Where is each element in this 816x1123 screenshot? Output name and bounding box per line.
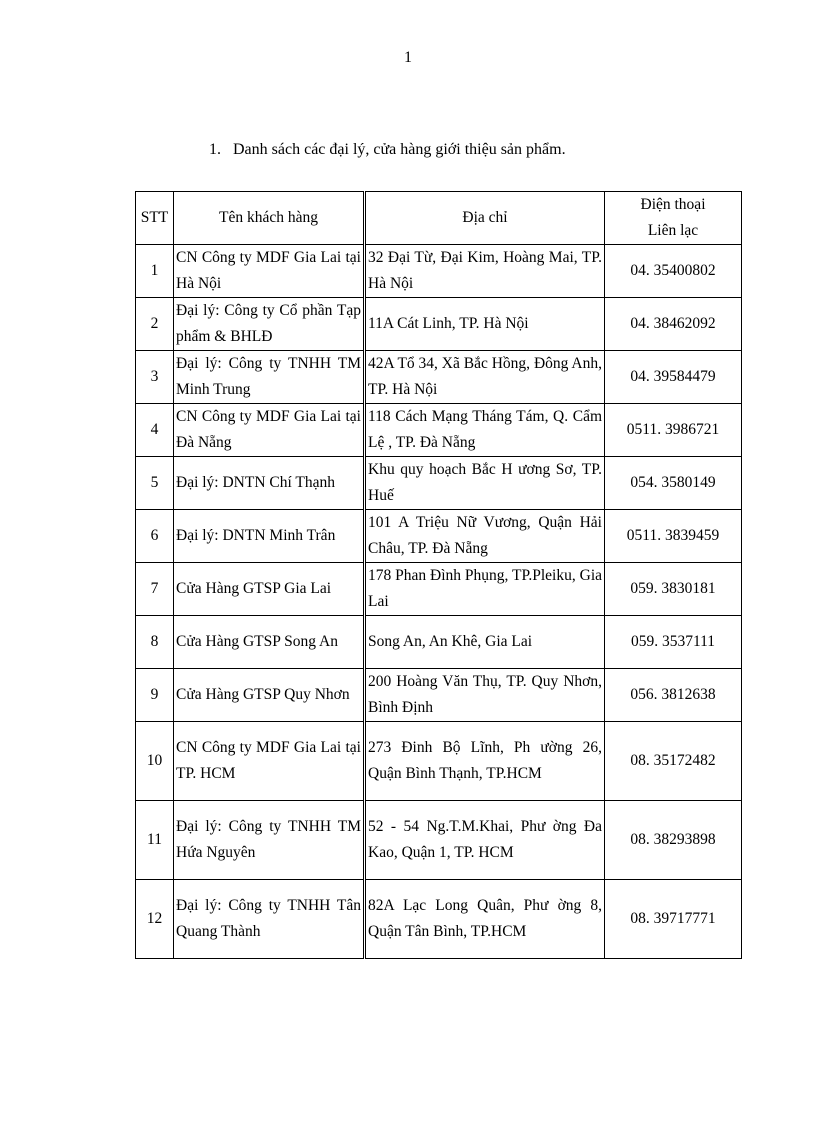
row-phone: 0511. 3839459 — [605, 510, 742, 563]
row-customer-name: CN Công ty MDF Gia Lai tại TP. HCM — [174, 722, 365, 801]
row-stt: 4 — [136, 404, 174, 457]
table-row — [136, 298, 742, 351]
row-customer-name: Cửa Hàng GTSP Song An — [174, 616, 365, 669]
row-stt: 5 — [136, 457, 174, 510]
row-stt: 6 — [136, 510, 174, 563]
header-stt: STT — [136, 192, 174, 245]
header-phone — [605, 192, 742, 245]
row-phone: 0511. 3986721 — [605, 404, 742, 457]
row-customer-name: Đại lý: DNTN Minh Trân — [174, 510, 365, 563]
row-stt: 2 — [136, 298, 174, 351]
row-address: 200 Hoàng Văn Thụ, TP. Quy Nhơn, Bình Định — [365, 669, 605, 722]
row-stt: 12 — [136, 880, 174, 959]
table-row — [136, 722, 742, 801]
row-stt: 9 — [136, 669, 174, 722]
row-customer-name: Đại lý: DNTN Chí Thạnh — [174, 457, 365, 510]
table-row — [136, 404, 742, 457]
row-phone: 08. 38293898 — [605, 801, 742, 880]
row-customer-name: CN Công ty MDF Gia Lai tại Đà Nẵng — [174, 404, 365, 457]
table-row — [136, 801, 742, 880]
table-row — [136, 616, 742, 669]
header-phone-line2: Liên lạc — [647, 222, 699, 239]
page-number: 1 — [404, 49, 412, 66]
row-phone: 059. 3537111 — [605, 616, 742, 669]
header-address: Địa chỉ — [365, 192, 605, 245]
row-phone: 08. 39717771 — [605, 880, 742, 959]
section-heading-number: 1. — [209, 141, 221, 158]
table-row — [136, 457, 742, 510]
row-address: 118 Cách Mạng Tháng Tám, Q. Cẩm Lệ , TP. Đà Nẵng — [365, 404, 605, 457]
row-phone: 059. 3830181 — [605, 563, 742, 616]
row-phone: 04. 35400802 — [605, 245, 742, 298]
table-row — [136, 669, 742, 722]
row-customer-name: Cửa Hàng GTSP Quy Nhơn — [174, 669, 365, 722]
row-address: 273 Đinh Bộ Lĩnh, Ph ường 26, Quận Bình Thạnh, TP.HCM — [365, 722, 605, 801]
row-stt: 1 — [136, 245, 174, 298]
row-address: 52 - 54 Ng.T.M.Khai, Phư ờng Đa Kao, Quận 1, TP. HCM — [365, 801, 605, 880]
table-row — [136, 245, 742, 298]
row-stt: 10 — [136, 722, 174, 801]
header-customer-name: Tên khách hàng — [174, 192, 365, 245]
row-address: 101 A Triệu Nữ Vương, Quận Hải Châu, TP. Đà Nẵng — [365, 510, 605, 563]
row-stt: 8 — [136, 616, 174, 669]
row-address: 82A Lạc Long Quân, Phư ờng 8, Quận Tân Bình, TP.HCM — [365, 880, 605, 959]
row-stt: 7 — [136, 563, 174, 616]
table-row — [136, 510, 742, 563]
row-stt: 11 — [136, 801, 174, 880]
row-address: Khu quy hoạch Bắc H ương Sơ, TP. Huế — [365, 457, 605, 510]
row-phone: 054. 3580149 — [605, 457, 742, 510]
row-stt: 3 — [136, 351, 174, 404]
row-address: 11A Cát Linh, TP. Hà Nội — [365, 298, 605, 351]
row-address: 42A Tổ 34, Xã Bắc Hồng, Đông Anh, TP. Hà Nội — [365, 351, 605, 404]
row-address: 32 Đại Từ, Đại Kim, Hoàng Mai, TP. Hà Nội — [365, 245, 605, 298]
section-heading-text: Danh sách các đại lý, cửa hàng giới thiệu sản phẩm. — [233, 141, 566, 158]
row-customer-name: Đại lý: Công ty TNHH TM Hứa Nguyên — [174, 801, 365, 880]
table-header-row — [136, 192, 742, 245]
agents-table-container — [135, 191, 742, 959]
row-address: Song An, An Khê, Gia Lai — [365, 616, 605, 669]
header-phone-line1: Điện thoại — [640, 196, 706, 213]
row-phone: 04. 39584479 — [605, 351, 742, 404]
row-customer-name: Cửa Hàng GTSP Gia Lai — [174, 563, 365, 616]
row-customer-name: Đại lý: Công ty Cổ phần Tạp phẩm & BHLĐ — [174, 298, 365, 351]
table-row — [136, 563, 742, 616]
row-customer-name: CN Công ty MDF Gia Lai tại Hà Nội — [174, 245, 365, 298]
row-customer-name: Đại lý: Công ty TNHH Tân Quang Thành — [174, 880, 365, 959]
table-row — [136, 351, 742, 404]
table-row — [136, 880, 742, 959]
row-address: 178 Phan Đình Phụng, TP.Pleiku, Gia Lai — [365, 563, 605, 616]
agents-table — [135, 191, 742, 959]
row-phone: 056. 3812638 — [605, 669, 742, 722]
row-phone: 08. 35172482 — [605, 722, 742, 801]
row-customer-name: Đại lý: Công ty TNHH TM Minh Trung — [174, 351, 365, 404]
section-heading — [209, 141, 566, 159]
row-phone: 04. 38462092 — [605, 298, 742, 351]
